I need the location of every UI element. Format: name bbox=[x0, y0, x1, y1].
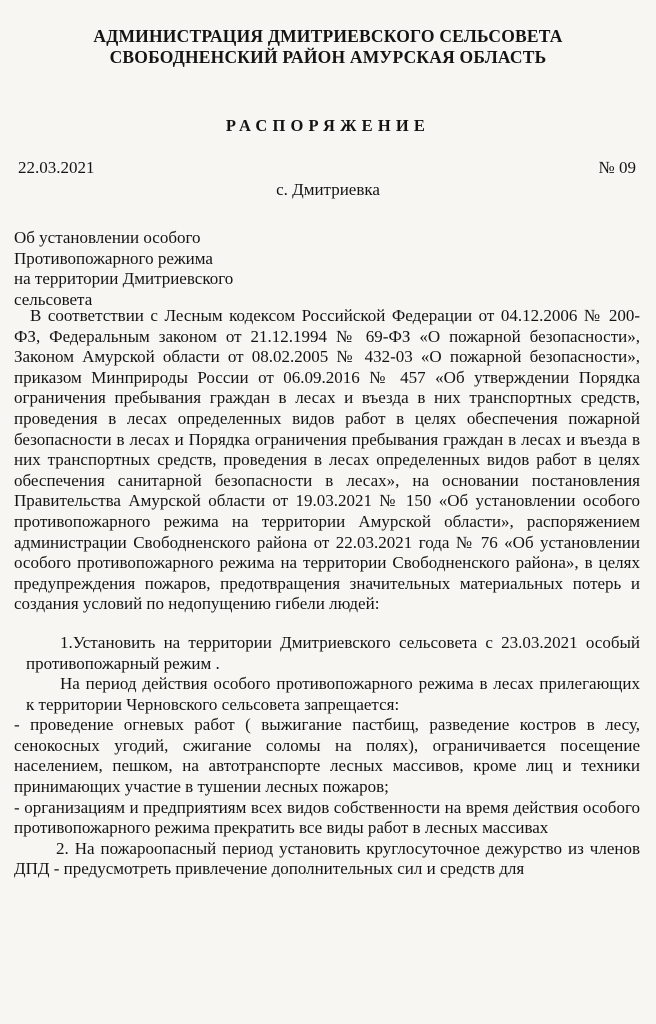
document-title: РАСПОРЯЖЕНИЕ bbox=[225, 116, 431, 135]
item-1-paragraph: 1.Установить на территории Дмитриевского сельсовета с 23.03.2021 особый противопожарный режим . bbox=[26, 632, 640, 673]
document-subject bbox=[14, 228, 233, 310]
item-2-paragraph: 2. На пожароопасный период установить круглосуточное дежурство из членов ДПД - предусмотреть привлечение дополнительных сил и средств для bbox=[14, 838, 640, 879]
header-line-2: СВОБОДНЕНСКИЙ РАЙОН АМУРСКАЯ ОБЛАСТЬ bbox=[109, 47, 547, 67]
document-header bbox=[0, 26, 656, 68]
subject-line: сельсовета bbox=[14, 289, 93, 309]
prohibition-item-1: - проведение огневых работ ( выжигание пастбищ, разведение костров в лесу, сенокосных угодий, сжигание соломы на полях), ограничивается посещение населением, пешком, на автотранспорте лесных массивов, кроме лиц и техники принимающих участие в тушении лесных пожаров; bbox=[14, 715, 640, 797]
document-place: с. Дмитриевка bbox=[276, 180, 380, 199]
preamble-paragraph: В соответствии с Лесным кодексом Российской Федерации от 04.12.2006 № 200-ФЗ, Федеральным законом от 21.12.1994 № 69-ФЗ «О пожарной безопасности», Законом Амурской области от 08.02.2005 № 432-03 «О пожарной безопасности», приказом Минприроды России от 06.09.2016 № 457 «Об утверждении Порядка ограничения пребывания граждан в лесах и въезда в них транспортных средств, проведения в лесах определенных видов работ в целях обеспечения пожарной безопасности в лесах и Порядка ограничения пребывания граждан в лесах и въезда в них транспортных средств, проведения в лесах определенных видов работ в целях обеспечения санитарной безопасности в лесах», на основании постановления Правительства Амурской области от 19.03.2021 № 150 «Об установлении особого противопожарного режима на территории Амурской области», распоряжением администрации Свободненского района от 22.03.2021 года № 76 «Об установлении особого противопожарного режима на территории Свободненского района», в целях предупреждения пожаров, предотвращения значительных материальных потерь и создания условий по недопущению гибели людей: bbox=[14, 306, 640, 614]
document-body bbox=[14, 306, 640, 880]
document-date: 22.03.2021 bbox=[18, 158, 95, 177]
prohibition-intro-paragraph: На период действия особого противопожарного режима в лесах прилегающих к территории Черновского сельсовета запрещается: bbox=[26, 674, 640, 714]
header-line-1: АДМИНИСТРАЦИЯ ДМИТРИЕВСКОГО СЕЛЬСОВЕТА bbox=[93, 26, 563, 46]
subject-line: на территории Дмитриевского bbox=[14, 269, 234, 288]
prohibition-item-2: - организациям и предприятиям всех видов собственности на время действия особого противопожарного режима прекратить все виды работ в лесных массивах bbox=[14, 797, 640, 838]
document-number: № 09 bbox=[598, 158, 636, 177]
subject-line: Противопожарного режима bbox=[14, 248, 213, 268]
subject-line: Об установлении особого bbox=[14, 228, 201, 247]
